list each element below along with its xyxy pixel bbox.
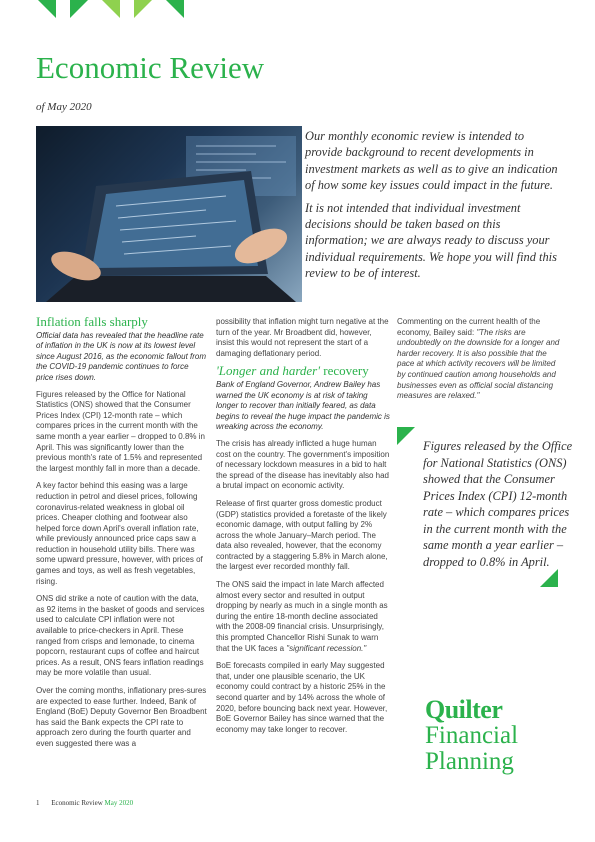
column-2 [216,317,390,742]
issue-date: of May 2020 [36,101,92,113]
intro-paragraph: Our monthly economic review is intended to provide background to recent developments in investment markets as well as to give an indication of how some key issues could impact in the future. [305,129,558,193]
triangle-decoration [70,0,88,18]
lead-paragraph: Official data has revealed that the headline rate of inflation in the UK is now at its lowest level since August 2016, as the economic fallout from the COVID-19 pandemic continues to force price rises down. [36,330,207,382]
pull-quote: Figures released by the Office for National Statistics (ONS) showed that the Consumer Prices Index (CPI) 12-month rate – which compares prices in the current month with the same month a year earlier – dropped to 0.8% in April. [423,439,573,569]
logo-line: Quilter [425,695,503,724]
laptop-illustration [36,126,302,302]
lead-paragraph: Bank of England Governor, Andrew Bailey has warned the UK economy is at risk of taking longer to recover than initially feared, as data begins to reveal the huge impact the pandemic is wreaking across the economy. [216,379,390,432]
logo-line: Financial [425,722,519,749]
body-paragraph: Release of first quarter gross domestic product (GDP) statistics provided a foretaste of the likely economic damage, with output falling by 2% across the whole January–March period. The data also revealed, however, that the economy contracted by a staggering 5.8% in March alone, the largest ever recorded monthly fall. [216,498,388,572]
page-footer [36,799,133,807]
triangle-decoration [540,569,558,587]
publication-name: Economic Review [51,799,103,807]
page-number: 1 [36,799,40,807]
quote-text: "The risks are undoubtedly on the downside for a longer and harder recovery. It is also possible that the pace at which activity recovers will be limited by continued caution among households and businesses even as official social distancing measures are relaxed." [397,327,560,401]
body-paragraph [397,317,563,402]
triangle-decoration [38,0,56,18]
heading-quote: 'Longer and harder' [216,363,321,379]
logo-line: Planning [425,748,514,775]
body-paragraph [216,580,390,654]
section-heading [216,363,390,379]
body-paragraph: ONS did strike a note of caution with the data, as 92 items in the basket of goods and services used to calculate CPI inflation were not available to price-checkers in April. These ranged from crisps and lemonade, to cinema popcorn, restaurant cups of coffee and haircut prices. As a result, ONS fears inflation readings may be more volatile than usual. [36,594,205,678]
body-paragraph: BoE forecasts compiled in early May suggested that, under one plausible scenario, the UK economy could contract by a historic 25% in the second quarter and by 14% across the whole of 2020, before bouncing back next year. However, BoE Governor Bailey has since warned that the economy may take longer to recover. [216,661,388,734]
triangle-decoration [102,0,120,18]
body-paragraph: possibility that inflation might turn negative at the turn of the year. Mr Broadbent did, however, insist this would not represent the start of a damaging deflationary period. [216,317,389,358]
column-1 [36,314,208,757]
section-heading: Inflation falls sharply [36,314,148,329]
triangle-decoration [134,0,152,18]
hero-image [36,126,302,302]
heading-rest: recovery [320,363,369,379]
triangle-decoration [397,427,415,445]
body-paragraph: A key factor behind this easing was a large reduction in petrol and diesel prices, following coronavirus-related weakness in global oil prices. Cheaper clothing and footwear also helped force down April's overall inflation rate, while previously announced price caps saw a reduction in household utility bills. There was some upward pressure, however, with prices of games and toys, as well as fresh vegetables, rising. [36,481,203,586]
body-text: The ONS said the impact in late March affected almost every sector and resulted in output dropping by nearly as much in a single month as during the entire 18-month decline associated with the 2008-09 financial crisis. Unsurprisingly, this prompted Chancellor Rishi Sunak to warn that the UK faces a [216,580,388,653]
body-paragraph: Figures released by the Office for National Statistics (ONS) showed that the Consumer Prices Index (CPI) 12-month rate – which compares prices in the current month with the same month a year earlier – dropped to 0.8% in April. This was significantly lower than the previous month's rate of 1.5% and represented the largest monthly fall in more than a decade. [36,389,205,473]
column-3 [397,317,563,409]
quote-text: "significant recession." [286,643,367,653]
body-paragraph: Over the coming months, inflationary pres-sures are expected to ease further. Indeed, Bank of England (BoE) Deputy Governor Ben Broadbent has said the Bank expects the CPI rate to approach zero during the fourth quarter and even suggested there was a [36,686,207,748]
intro-paragraph: It is not intended that individual investment decisions should be taken based on this information; we are always ready to discuss your individual requirements. We hope you will find this review to be of interest. [305,200,557,281]
intro-block [305,128,561,288]
page-title: Economic Review [36,50,265,85]
body-text: Commenting on the current health of the economy, Bailey said: [397,317,541,337]
publication-date: May 2020 [104,799,134,807]
header-decoration [0,0,220,22]
company-logo [425,697,518,775]
triangle-decoration [166,0,184,18]
body-paragraph: The crisis has already inflicted a huge human cost on the country. The government's imposition of necessary lockdown measures in a bid to halt the spread of the disease has inevitably also had a brutal impact on economic activity. [216,438,390,491]
